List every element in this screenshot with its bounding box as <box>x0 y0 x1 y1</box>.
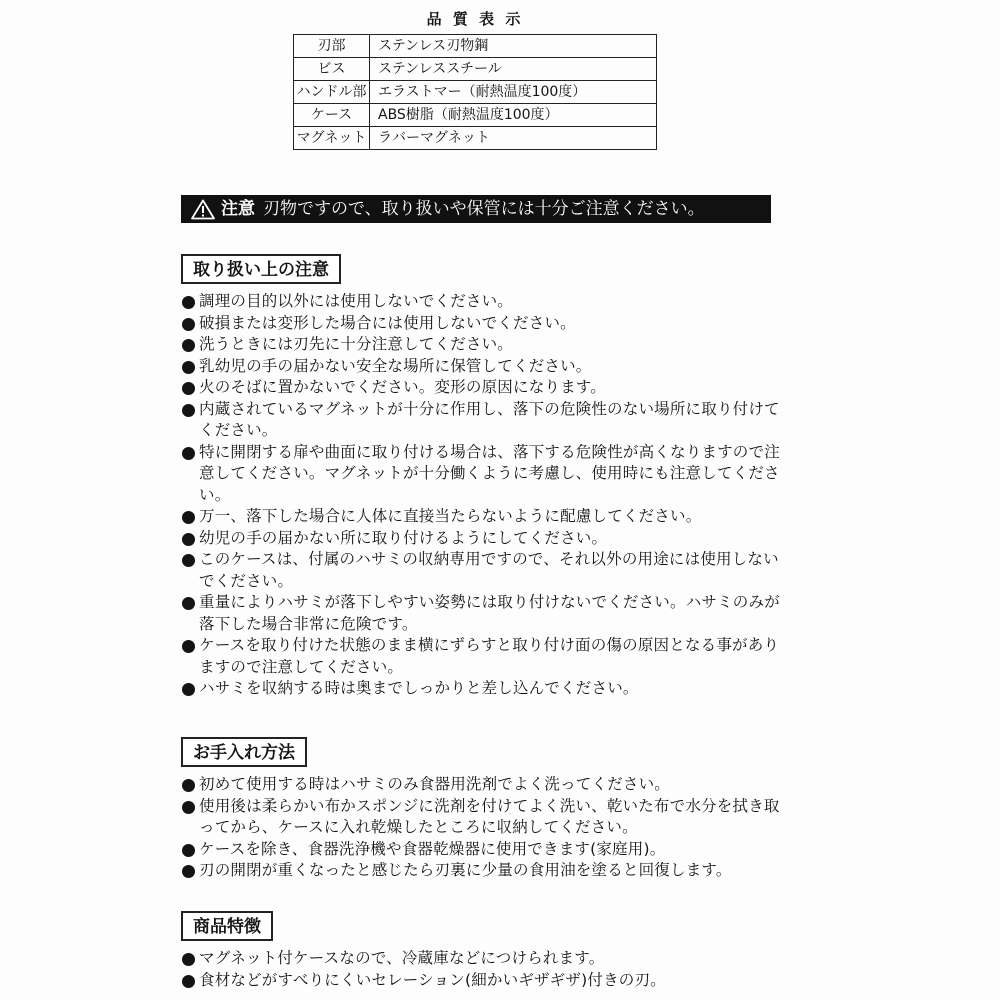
list-item: 調理の目的以外には使用しないでください。 <box>181 291 781 313</box>
table-row <box>294 104 657 127</box>
list-item: 洗うときには刃先に十分注意してください。 <box>181 334 781 356</box>
list-item: ケースを除き、食器洗浄機や食器乾燥器に使用できます(家庭用)。 <box>181 839 781 861</box>
quality-value: ステンレススチール <box>370 58 657 81</box>
warning-triangle-icon <box>191 199 221 220</box>
handling-list <box>181 291 781 700</box>
table-row <box>294 35 657 58</box>
table-row <box>294 58 657 81</box>
quality-value: ABS樹脂（耐熱温度100度） <box>370 104 657 127</box>
table-row <box>294 127 657 150</box>
list-item: 万一、落下した場合に人体に直接当たらないように配慮してください。 <box>181 506 781 528</box>
list-item: 特に開閉する扉や曲面に取り付ける場合は、落下する危険性が高くなりますので注意してください。マグネットが十分働くように考慮し、使用時にも注意してください。 <box>181 442 781 507</box>
section-title-features: 商品特徴 <box>181 911 273 941</box>
list-item: 食材などがすべりにくいセレーション(細かいギザギザ)付きの刃。 <box>181 970 781 992</box>
list-item: ケースを取り付けた状態のまま横にずらすと取り付け面の傷の原因となる事がありますので注意してください。 <box>181 635 781 678</box>
quality-label: ハンドル部 <box>294 81 370 104</box>
section-title-care: お手入れ方法 <box>181 737 307 767</box>
table-row <box>294 81 657 104</box>
list-item: 破損または変形した場合には使用しないでください。 <box>181 313 781 335</box>
quality-label: 刃部 <box>294 35 370 58</box>
quality-table-title: 品 質 表 示 <box>426 10 524 28</box>
list-item: 内蔵されているマグネットが十分に作用し、落下の危険性のない場所に取り付けてください。 <box>181 399 781 442</box>
list-item: このケースは、付属のハサミの収納専用ですので、それ以外の用途には使用しないでください。 <box>181 549 781 592</box>
list-item: 幼児の手の届かない所に取り付けるようにしてください。 <box>181 528 781 550</box>
list-item: 重量によりハサミが落下しやすい姿勢には取り付けないでください。ハサミのみが落下した場合非常に危険です。 <box>181 592 781 635</box>
quality-label: マグネット <box>294 127 370 150</box>
list-item: 火のそばに置かないでください。変形の原因になります。 <box>181 377 781 399</box>
list-item: マグネット付ケースなので、冷蔵庫などにつけられます。 <box>181 948 781 970</box>
list-item: 初めて使用する時はハサミのみ食器用洗剤でよく洗ってください。 <box>181 774 781 796</box>
quality-value: エラストマー（耐熱温度100度） <box>370 81 657 104</box>
quality-value: ラバーマグネット <box>370 127 657 150</box>
care-list <box>181 774 781 882</box>
quality-label: ケース <box>294 104 370 127</box>
section-title-handling: 取り扱い上の注意 <box>181 254 341 284</box>
warning-label: 注意 <box>221 199 255 219</box>
list-item: 使用後は柔らかい布かスポンジに洗剤を付けてよく洗い、乾いた布で水分を拭き取ってから、ケースに入れ乾燥したところに収納してください。 <box>181 796 781 839</box>
warning-banner <box>181 195 771 223</box>
list-item: 刃の開閉が重くなったと感じたら刃裏に少量の食用油を塗ると回復します。 <box>181 860 781 882</box>
list-item: 乳幼児の手の届かない安全な場所に保管してください。 <box>181 356 781 378</box>
warning-text: 刃物ですので、取り扱いや保管には十分ご注意ください。 <box>263 199 705 219</box>
list-item: ハサミを収納する時は奥までしっかりと差し込んでください。 <box>181 678 781 700</box>
quality-label: ビス <box>294 58 370 81</box>
quality-value: ステンレス刃物鋼 <box>370 35 657 58</box>
features-list <box>181 948 781 991</box>
quality-table <box>293 34 657 150</box>
